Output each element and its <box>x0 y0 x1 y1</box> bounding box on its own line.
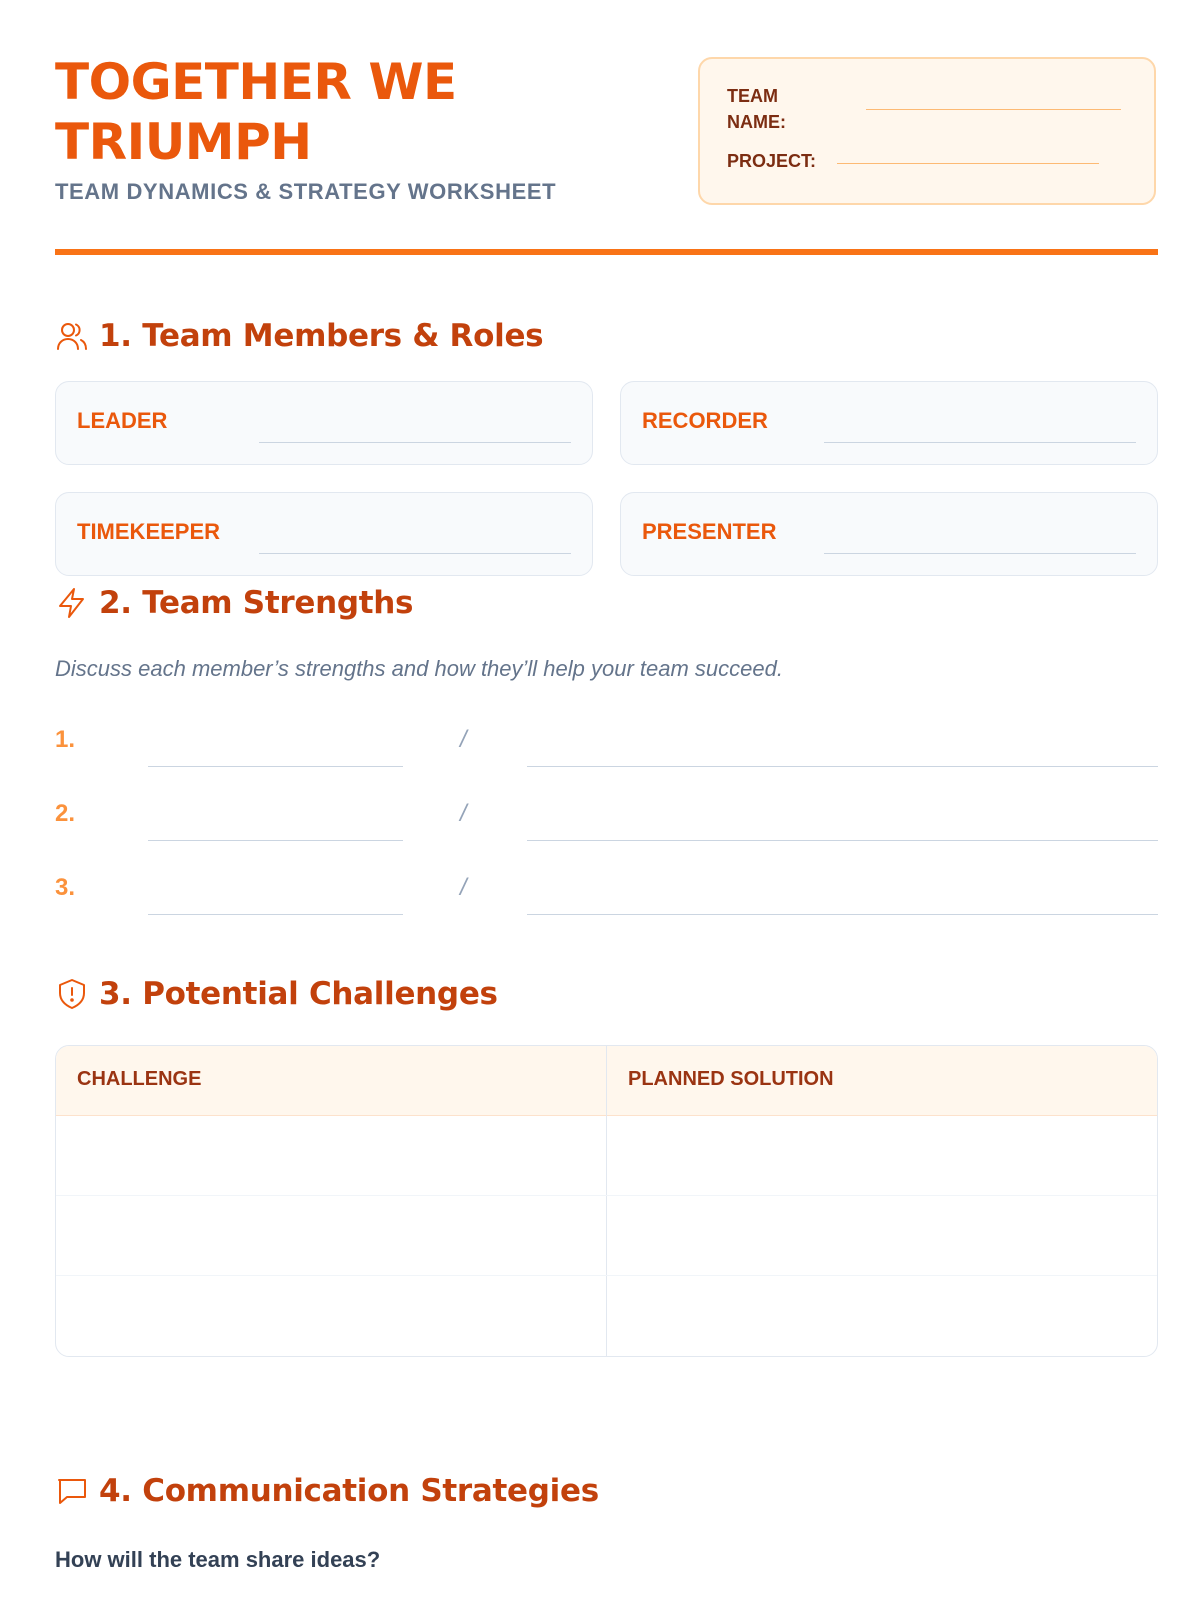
worksheet-page <box>55 0 1158 1600</box>
role-label: RECORDER <box>642 408 768 433</box>
section-title: 3. Potential Challenges <box>99 976 498 1012</box>
role-card-leader <box>55 381 593 465</box>
strength-member-input-3[interactable] <box>148 914 403 915</box>
shield-alert-icon <box>55 977 89 1011</box>
strength-description-input-1[interactable] <box>527 766 1158 767</box>
strength-number: 1. <box>55 726 76 753</box>
strength-description-input-3[interactable] <box>527 914 1158 915</box>
lightning-icon <box>55 586 89 620</box>
section-communication-strategies <box>55 1471 599 1511</box>
role-input-recorder[interactable] <box>824 442 1136 443</box>
role-card-timekeeper <box>55 492 593 576</box>
users-icon <box>55 319 89 353</box>
strengths-hint: Discuss each member’s strengths and how they’ll help your team succeed. <box>55 656 783 681</box>
strength-number: 2. <box>55 800 76 827</box>
strength-separator: / <box>460 800 467 827</box>
role-label: TIMEKEEPER <box>77 519 221 544</box>
role-card-presenter <box>620 492 1158 576</box>
solution-cell-3[interactable] <box>608 1276 1153 1356</box>
strength-separator: / <box>460 726 467 753</box>
role-label: PRESENTER <box>642 519 777 544</box>
section-title: 2. Team Strengths <box>99 585 414 621</box>
strength-member-input-2[interactable] <box>148 840 403 841</box>
project-label: PROJECT: <box>727 151 817 171</box>
strength-number: 3. <box>55 874 76 901</box>
strength-member-input-1[interactable] <box>148 766 403 767</box>
team-name-label: TEAM NAME: <box>727 86 786 132</box>
strength-description-input-2[interactable] <box>527 840 1158 841</box>
worksheet-title: TOGETHER WE TRIUMPH <box>55 53 457 171</box>
team-info-box <box>698 57 1156 205</box>
worksheet-subtitle: TEAM DYNAMICS & STRATEGY WORKSHEET <box>55 179 557 204</box>
role-input-timekeeper[interactable] <box>259 553 571 554</box>
header-divider <box>55 249 1158 255</box>
section-team-strengths <box>55 583 413 623</box>
section-title: 1. Team Members & Roles <box>99 318 544 354</box>
solution-cell-2[interactable] <box>608 1196 1153 1276</box>
role-label: LEADER <box>77 408 168 433</box>
role-input-leader[interactable] <box>259 442 571 443</box>
column-header-planned-solution: PLANNED SOLUTION <box>628 1068 834 1090</box>
chat-bubble-icon <box>55 1474 89 1508</box>
section-team-members <box>55 316 543 356</box>
solution-cell-1[interactable] <box>608 1116 1153 1196</box>
team-name-field[interactable] <box>866 109 1121 110</box>
project-field[interactable] <box>837 163 1099 164</box>
challenge-cell-2[interactable] <box>56 1196 601 1276</box>
challenge-cell-1[interactable] <box>56 1116 601 1196</box>
role-input-presenter[interactable] <box>824 553 1136 554</box>
column-header-challenge: CHALLENGE <box>77 1068 202 1090</box>
challenge-cell-3[interactable] <box>56 1276 601 1356</box>
role-card-recorder <box>620 381 1158 465</box>
section-potential-challenges <box>55 974 498 1014</box>
challenges-table <box>55 1045 1158 1357</box>
communication-question: How will the team share ideas? <box>55 1547 381 1572</box>
strength-separator: / <box>460 874 467 901</box>
section-title: 4. Communication Strategies <box>99 1473 599 1509</box>
column-divider <box>606 1046 607 1356</box>
